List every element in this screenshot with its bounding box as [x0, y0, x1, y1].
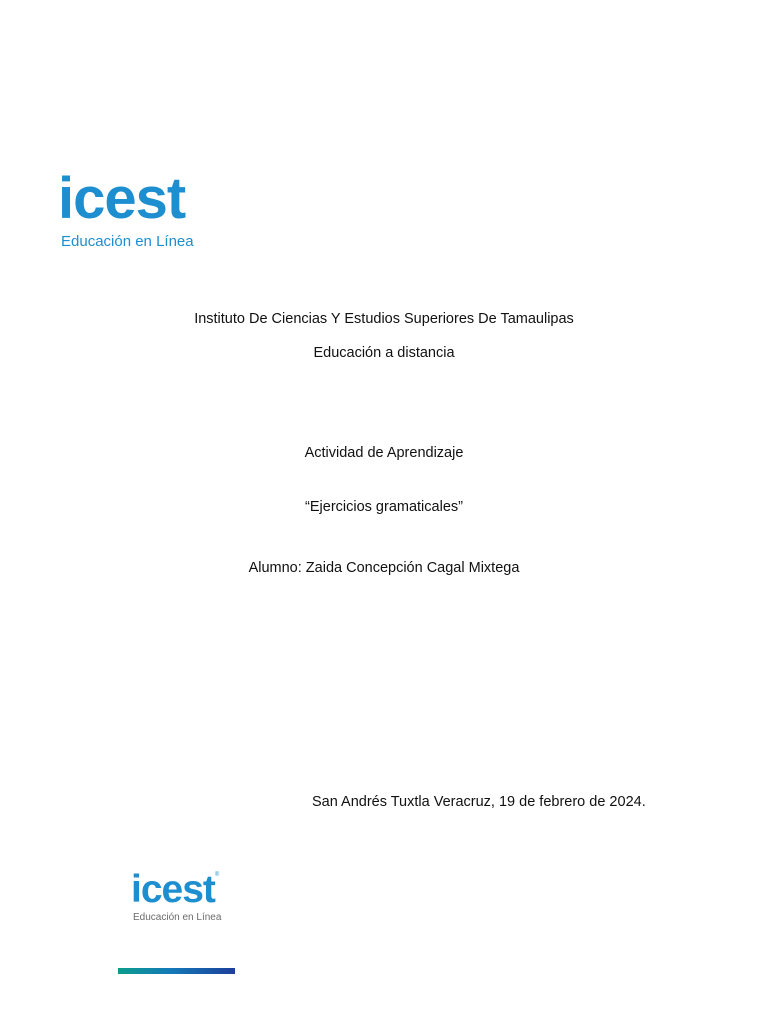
footer-logo-tagline: Educación en Línea	[133, 912, 222, 923]
footer-gradient-bar	[118, 968, 235, 974]
icest-logo-top	[58, 166, 194, 250]
education-mode: Educación a distancia	[313, 345, 455, 361]
footer-logo-wordmark: icest®	[131, 868, 219, 911]
institute-name: Instituto De Ciencias Y Estudios Superiores De Tamaulipas	[194, 311, 574, 327]
student-name: Alumno: Zaida Concepción Cagal Mixtega	[248, 560, 520, 576]
icest-logo-footer	[131, 870, 221, 923]
logo-wordmark: icest	[58, 166, 186, 231]
place-and-date: San Andrés Tuxtla Veracruz, 19 de febrero de 2024.	[312, 794, 646, 810]
activity-title: Actividad de Aprendizaje	[304, 445, 464, 461]
registered-mark: ®	[214, 872, 219, 878]
logo-tagline: Educación en Línea	[61, 233, 194, 250]
exercise-title: “Ejercicios gramaticales”	[305, 499, 463, 515]
